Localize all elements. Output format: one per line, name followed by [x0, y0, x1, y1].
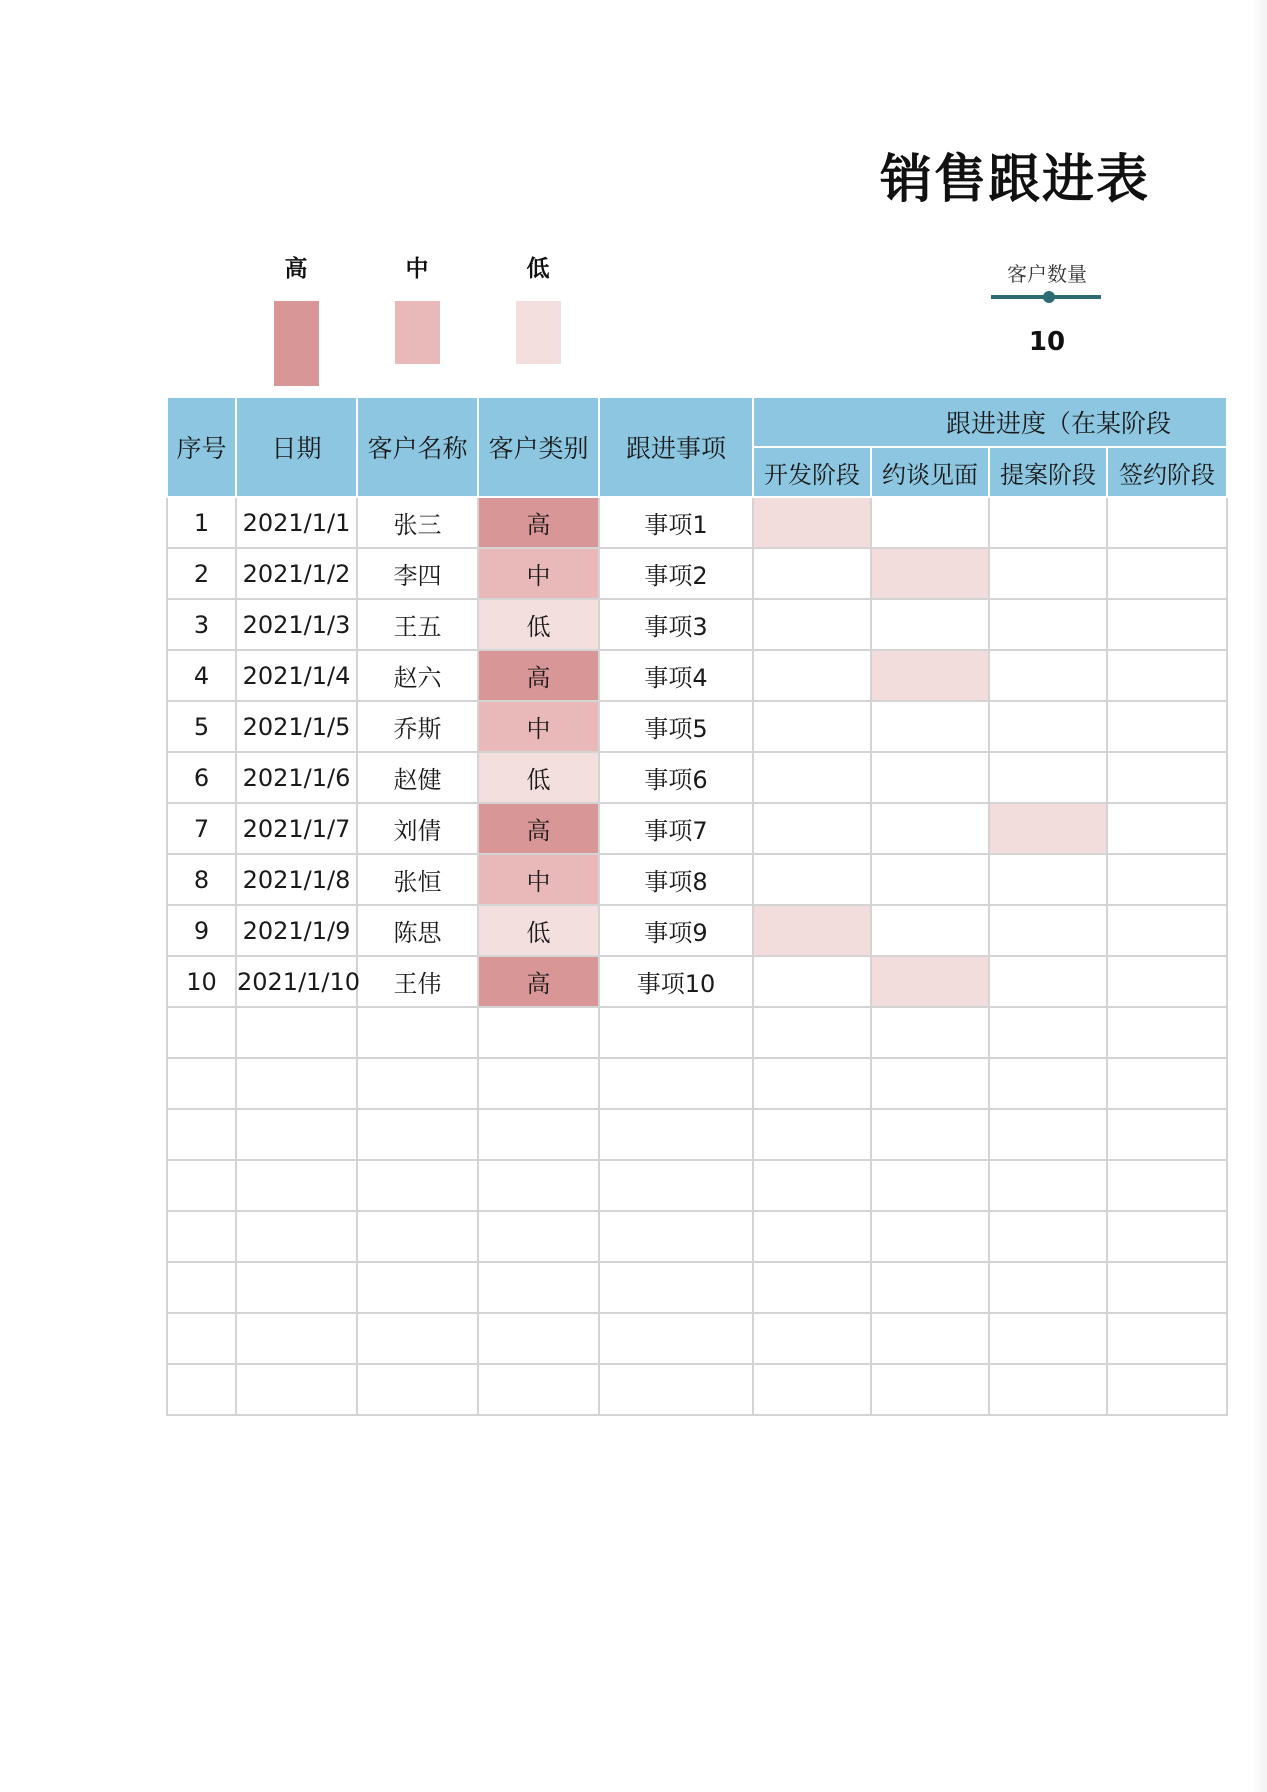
cell-no[interactable]: 5	[167, 701, 236, 752]
cell-no[interactable]: 9	[167, 905, 236, 956]
sales-followup-table	[166, 396, 1228, 1416]
cell-empty[interactable]	[871, 1211, 989, 1262]
table-row-empty	[167, 1211, 1227, 1262]
cell-empty[interactable]	[357, 1109, 478, 1160]
cell-empty[interactable]	[167, 1109, 236, 1160]
page-edge	[1253, 0, 1267, 1792]
cell-followup-item[interactable]: 事项9	[599, 905, 753, 956]
cell-empty[interactable]	[989, 1211, 1107, 1262]
cell-empty[interactable]	[236, 1109, 357, 1160]
cell-no[interactable]: 6	[167, 752, 236, 803]
table-row	[167, 803, 1227, 854]
cell-date[interactable]: 2021/1/3	[236, 599, 357, 650]
cell-empty[interactable]	[753, 1313, 871, 1364]
cell-customer-category[interactable]: 高	[478, 650, 599, 701]
table-row	[167, 854, 1227, 905]
cell-empty[interactable]	[167, 1007, 236, 1058]
table-row	[167, 599, 1227, 650]
table-row	[167, 905, 1227, 956]
header-date: 日期	[236, 397, 357, 497]
table-row	[167, 752, 1227, 803]
cell-followup-item[interactable]: 事项8	[599, 854, 753, 905]
cell-empty[interactable]	[478, 1007, 599, 1058]
cell-empty[interactable]	[753, 1262, 871, 1313]
cell-empty[interactable]	[1107, 1109, 1227, 1160]
cell-empty[interactable]	[357, 1058, 478, 1109]
cell-stage-2[interactable]	[871, 650, 989, 701]
cell-empty[interactable]	[357, 1160, 478, 1211]
cell-stage-2[interactable]	[871, 803, 989, 854]
cell-empty[interactable]	[599, 1364, 753, 1415]
cell-stage-2[interactable]	[871, 854, 989, 905]
cell-stage-4[interactable]	[1107, 752, 1227, 803]
cell-no[interactable]: 4	[167, 650, 236, 701]
legend-item-high	[236, 252, 356, 286]
cell-date[interactable]: 2021/1/1	[236, 497, 357, 548]
cell-stage-1[interactable]	[753, 956, 871, 1007]
cell-empty[interactable]	[1107, 1262, 1227, 1313]
cell-customer-name[interactable]: 王五	[357, 599, 478, 650]
cell-empty[interactable]	[236, 1211, 357, 1262]
cell-empty[interactable]	[357, 1364, 478, 1415]
cell-empty[interactable]	[167, 1160, 236, 1211]
cell-empty[interactable]	[599, 1109, 753, 1160]
table-body	[167, 497, 1227, 1415]
cell-empty[interactable]	[1107, 1211, 1227, 1262]
cell-stage-3[interactable]	[989, 803, 1107, 854]
cell-date[interactable]: 2021/1/5	[236, 701, 357, 752]
cell-followup-item[interactable]: 事项7	[599, 803, 753, 854]
cell-followup-item[interactable]: 事项6	[599, 752, 753, 803]
cell-empty[interactable]	[989, 1313, 1107, 1364]
cell-customer-category[interactable]: 低	[478, 599, 599, 650]
cell-stage-4[interactable]	[1107, 854, 1227, 905]
cell-empty[interactable]	[478, 1058, 599, 1109]
legend-item-low	[478, 252, 598, 286]
cell-empty[interactable]	[357, 1262, 478, 1313]
cell-empty[interactable]	[871, 1058, 989, 1109]
cell-stage-1[interactable]	[753, 752, 871, 803]
cell-customer-name[interactable]: 王伟	[357, 956, 478, 1007]
table-row	[167, 956, 1227, 1007]
cell-stage-1[interactable]	[753, 854, 871, 905]
cell-empty[interactable]	[236, 1262, 357, 1313]
table-row	[167, 650, 1227, 701]
header-no: 序号	[167, 397, 236, 497]
cell-date[interactable]: 2021/1/7	[236, 803, 357, 854]
header-stage-development: 开发阶段	[753, 447, 871, 497]
cell-stage-4[interactable]	[1107, 548, 1227, 599]
cell-customer-category[interactable]: 低	[478, 752, 599, 803]
cell-customer-name[interactable]: 李四	[357, 548, 478, 599]
cell-no[interactable]: 8	[167, 854, 236, 905]
table-row-empty	[167, 1109, 1227, 1160]
cell-customer-name[interactable]: 张恒	[357, 854, 478, 905]
cell-no[interactable]: 7	[167, 803, 236, 854]
header-stage-signing: 签约阶段	[1107, 447, 1227, 497]
header-customer-category: 客户类别	[478, 397, 599, 497]
cell-empty[interactable]	[753, 1058, 871, 1109]
cell-date[interactable]: 2021/1/6	[236, 752, 357, 803]
table-viewport	[166, 396, 1215, 1458]
cell-empty[interactable]	[1107, 1313, 1227, 1364]
cell-customer-name[interactable]: 赵健	[357, 752, 478, 803]
cell-customer-category[interactable]: 高	[478, 803, 599, 854]
cell-empty[interactable]	[1107, 1058, 1227, 1109]
cell-stage-1[interactable]	[753, 905, 871, 956]
cell-empty[interactable]	[236, 1364, 357, 1415]
cell-stage-1[interactable]	[753, 650, 871, 701]
cell-empty[interactable]	[871, 1262, 989, 1313]
legend-label-high: 高	[284, 256, 308, 282]
legend-label-low: 低	[526, 256, 550, 282]
cell-stage-3[interactable]	[989, 905, 1107, 956]
cell-stage-4[interactable]	[1107, 956, 1227, 1007]
cell-date[interactable]: 2021/1/2	[236, 548, 357, 599]
customer-count-widget	[983, 252, 1111, 372]
cell-no[interactable]: 1	[167, 497, 236, 548]
legend-label-medium: 中	[405, 256, 429, 282]
cell-empty[interactable]	[167, 1313, 236, 1364]
cell-empty[interactable]	[599, 1262, 753, 1313]
cell-empty[interactable]	[599, 1007, 753, 1058]
cell-stage-4[interactable]	[1107, 701, 1227, 752]
cell-stage-2[interactable]	[871, 599, 989, 650]
cell-empty[interactable]	[753, 1109, 871, 1160]
table-row-empty	[167, 1160, 1227, 1211]
title-area	[880, 140, 1151, 220]
cell-customer-category[interactable]: 中	[478, 548, 599, 599]
cell-empty[interactable]	[599, 1211, 753, 1262]
cell-stage-4[interactable]	[1107, 599, 1227, 650]
customer-count-value: 10	[1028, 327, 1066, 357]
table-row-empty	[167, 1058, 1227, 1109]
cell-date[interactable]: 2021/1/8	[236, 854, 357, 905]
cell-empty[interactable]	[478, 1109, 599, 1160]
cell-no[interactable]: 10	[167, 956, 236, 1007]
cell-no[interactable]: 3	[167, 599, 236, 650]
cell-followup-item[interactable]: 事项3	[599, 599, 753, 650]
cell-empty[interactable]	[599, 1058, 753, 1109]
legend-swatch-low	[516, 301, 561, 364]
cell-no[interactable]: 2	[167, 548, 236, 599]
cell-followup-item[interactable]: 事项10	[599, 956, 753, 1007]
table-row-empty	[167, 1007, 1227, 1058]
cell-customer-category[interactable]: 中	[478, 701, 599, 752]
cell-stage-3[interactable]	[989, 548, 1107, 599]
cell-empty[interactable]	[1107, 1160, 1227, 1211]
cell-empty[interactable]	[357, 1007, 478, 1058]
page-title: 销售跟进表	[880, 150, 1151, 210]
cell-empty[interactable]	[1107, 1007, 1227, 1058]
cell-customer-category[interactable]: 低	[478, 905, 599, 956]
cell-stage-3[interactable]	[989, 497, 1107, 548]
legend-item-medium	[357, 252, 477, 286]
cell-empty[interactable]	[236, 1160, 357, 1211]
cell-empty[interactable]	[753, 1364, 871, 1415]
cell-empty[interactable]	[478, 1364, 599, 1415]
cell-customer-name[interactable]: 张三	[357, 497, 478, 548]
cell-empty[interactable]	[989, 1007, 1107, 1058]
cell-customer-category[interactable]: 高	[478, 956, 599, 1007]
cell-stage-2[interactable]	[871, 752, 989, 803]
cell-empty[interactable]	[871, 1364, 989, 1415]
table-row	[167, 497, 1227, 548]
cell-stage-2[interactable]	[871, 701, 989, 752]
cell-empty[interactable]	[871, 1160, 989, 1211]
cell-stage-4[interactable]	[1107, 905, 1227, 956]
header-followup-item: 跟进事项	[599, 397, 753, 497]
table-row-empty	[167, 1313, 1227, 1364]
cell-stage-2[interactable]	[871, 548, 989, 599]
cell-stage-4[interactable]	[1107, 803, 1227, 854]
cell-stage-2[interactable]	[871, 956, 989, 1007]
cell-customer-name[interactable]: 赵六	[357, 650, 478, 701]
cell-stage-1[interactable]	[753, 497, 871, 548]
cell-empty[interactable]	[236, 1007, 357, 1058]
cell-empty[interactable]	[478, 1160, 599, 1211]
header-stage-meeting: 约谈见面	[871, 447, 989, 497]
cell-stage-3[interactable]	[989, 701, 1107, 752]
cell-empty[interactable]	[236, 1313, 357, 1364]
legend-swatch-high	[274, 301, 319, 386]
cell-stage-3[interactable]	[989, 599, 1107, 650]
cell-empty[interactable]	[753, 1211, 871, 1262]
cell-stage-1[interactable]	[753, 599, 871, 650]
table-row-empty	[167, 1262, 1227, 1313]
cell-followup-item[interactable]: 事项4	[599, 650, 753, 701]
cell-stage-4[interactable]	[1107, 650, 1227, 701]
cell-empty[interactable]	[478, 1211, 599, 1262]
cell-date[interactable]: 2021/1/4	[236, 650, 357, 701]
customer-count-label: 客户数量	[1007, 262, 1087, 286]
cell-empty[interactable]	[478, 1262, 599, 1313]
cell-empty[interactable]	[989, 1262, 1107, 1313]
cell-empty[interactable]	[599, 1313, 753, 1364]
cell-empty[interactable]	[167, 1364, 236, 1415]
cell-customer-name[interactable]: 陈思	[357, 905, 478, 956]
cell-empty[interactable]	[167, 1058, 236, 1109]
cell-empty[interactable]	[989, 1109, 1107, 1160]
cell-empty[interactable]	[871, 1109, 989, 1160]
header-stage-proposal: 提案阶段	[989, 447, 1107, 497]
cell-empty[interactable]	[167, 1262, 236, 1313]
cell-stage-1[interactable]	[753, 701, 871, 752]
cell-empty[interactable]	[753, 1160, 871, 1211]
table-row	[167, 701, 1227, 752]
cell-empty[interactable]	[167, 1211, 236, 1262]
cell-stage-1[interactable]	[753, 548, 871, 599]
cell-empty[interactable]	[478, 1313, 599, 1364]
cell-stage-2[interactable]	[871, 905, 989, 956]
cell-stage-3[interactable]	[989, 956, 1107, 1007]
cell-empty[interactable]	[357, 1313, 478, 1364]
cell-empty[interactable]	[871, 1007, 989, 1058]
cell-customer-name[interactable]: 刘倩	[357, 803, 478, 854]
cell-stage-3[interactable]	[989, 650, 1107, 701]
cell-followup-item[interactable]: 事项2	[599, 548, 753, 599]
cell-empty[interactable]	[357, 1211, 478, 1262]
cell-stage-2[interactable]	[871, 497, 989, 548]
customer-count-marker	[1043, 291, 1055, 303]
cell-date[interactable]: 2021/1/10	[236, 956, 357, 1007]
table-row-empty	[167, 1364, 1227, 1415]
cell-customer-name[interactable]: 乔斯	[357, 701, 478, 752]
cell-empty[interactable]	[599, 1160, 753, 1211]
header-progress-group: 跟进进度（在某阶段	[753, 397, 1227, 447]
cell-empty[interactable]	[236, 1058, 357, 1109]
cell-stage-4[interactable]	[1107, 497, 1227, 548]
cell-stage-3[interactable]	[989, 752, 1107, 803]
cell-followup-item[interactable]: 事项1	[599, 497, 753, 548]
cell-empty[interactable]	[1107, 1364, 1227, 1415]
cell-date[interactable]: 2021/1/9	[236, 905, 357, 956]
cell-empty[interactable]	[989, 1058, 1107, 1109]
cell-followup-item[interactable]: 事项5	[599, 701, 753, 752]
header-customer-name: 客户名称	[357, 397, 478, 497]
cell-stage-3[interactable]	[989, 854, 1107, 905]
legend-swatch-medium	[395, 301, 440, 364]
cell-empty[interactable]	[989, 1160, 1107, 1211]
table-row	[167, 548, 1227, 599]
cell-empty[interactable]	[871, 1313, 989, 1364]
cell-stage-1[interactable]	[753, 803, 871, 854]
cell-empty[interactable]	[753, 1007, 871, 1058]
cell-customer-category[interactable]: 高	[478, 497, 599, 548]
cell-empty[interactable]	[989, 1364, 1107, 1415]
cell-customer-category[interactable]: 中	[478, 854, 599, 905]
